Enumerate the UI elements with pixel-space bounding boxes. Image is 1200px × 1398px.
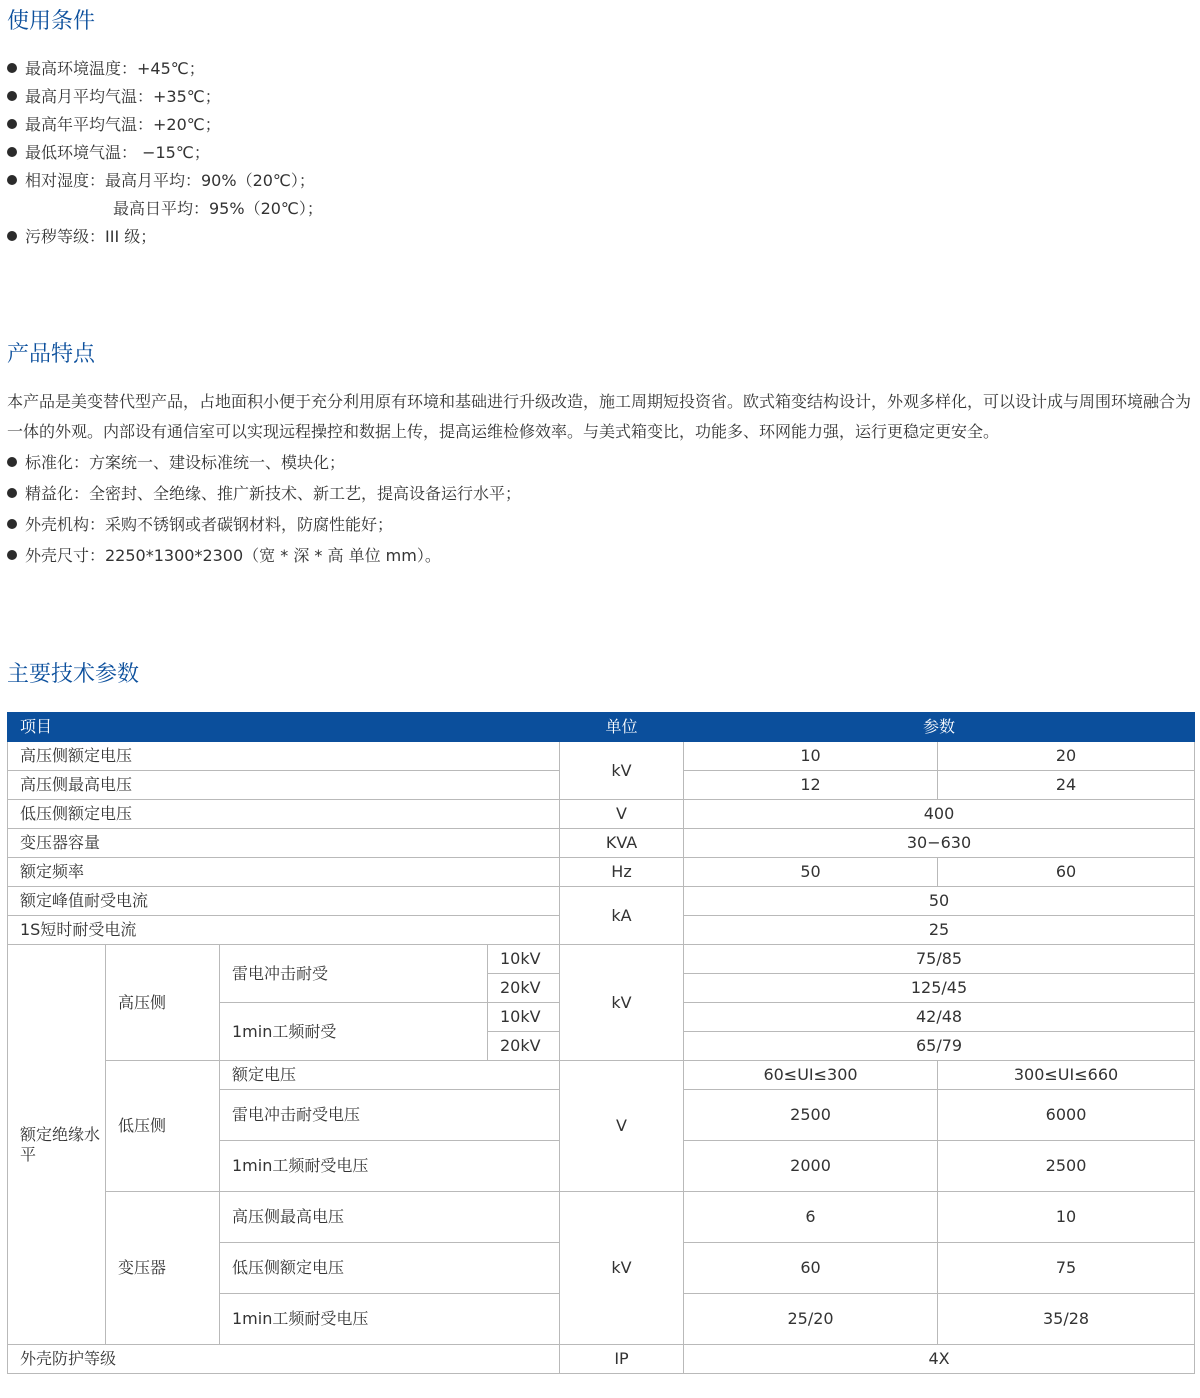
- table-row: [8, 1345, 1195, 1374]
- list-item: 外壳机构：采购不锈钢或者碳钢材料，防腐性能好；: [7, 509, 521, 540]
- bullet-icon: [7, 63, 17, 73]
- row-label: 低压侧额定电压: [220, 1243, 560, 1294]
- value-cell: 2000: [684, 1141, 938, 1192]
- row-label: 高压侧额定电压: [8, 742, 560, 771]
- insulation-label: 额定绝缘水平: [8, 945, 106, 1345]
- list-item-continuation: 最高日平均：95%（20℃）；: [113, 199, 323, 218]
- list-item: 最高月平均气温：+35℃；: [7, 83, 323, 111]
- list-item: 最高环境温度：+45℃；: [7, 55, 323, 83]
- value-cell: 24: [938, 771, 1195, 800]
- level-cell: 10kV: [488, 945, 560, 974]
- level-cell: 10kV: [488, 1003, 560, 1032]
- row-label: 外壳防护等级: [8, 1345, 560, 1374]
- unit-cell: V: [560, 1061, 684, 1192]
- section-title-conditions: 使用条件: [7, 9, 96, 34]
- table-row: [8, 887, 1195, 916]
- value-cell: 75: [938, 1243, 1195, 1294]
- value-cell: 35/28: [938, 1294, 1195, 1345]
- list-item: 外壳尺寸：2250*1300*2300（宽 * 深 * 高 单位 mm）。: [7, 540, 521, 571]
- row-label: 低压侧额定电压: [8, 800, 560, 829]
- row-label: 1min工频耐受电压: [220, 1294, 560, 1345]
- unit-cell: KVA: [560, 829, 684, 858]
- table-row: [8, 1061, 1195, 1090]
- table-header-row: [8, 713, 1195, 742]
- value-cell: 2500: [684, 1090, 938, 1141]
- header-item: 项目: [8, 713, 560, 742]
- unit-cell: kV: [560, 742, 684, 800]
- value-cell: 4X: [684, 1345, 1195, 1374]
- value-cell: 25/20: [684, 1294, 938, 1345]
- unit-cell: V: [560, 800, 684, 829]
- section-title-specs: 主要技术参数: [7, 662, 140, 687]
- value-cell: 75/85: [684, 945, 1195, 974]
- table-row: [8, 858, 1195, 887]
- value-cell: 6000: [938, 1090, 1195, 1141]
- unit-cell: kV: [560, 945, 684, 1061]
- group-label-hv: 高压侧: [106, 945, 220, 1061]
- bullet-icon: [7, 550, 17, 560]
- list-item: 精益化：全密封、全绝缘、推广新技术、新工艺，提高设备运行水平；: [7, 478, 521, 509]
- table-row: [8, 800, 1195, 829]
- list-item: 最高年平均气温：+20℃；: [7, 111, 323, 139]
- value-cell: 300≤UI≤660: [938, 1061, 1195, 1090]
- bullet-icon: [7, 231, 17, 241]
- level-cell: 20kV: [488, 1032, 560, 1061]
- bullet-icon: [7, 175, 17, 185]
- value-cell: 30−630: [684, 829, 1195, 858]
- value-cell: 50: [684, 887, 1195, 916]
- spec-table: [7, 712, 1195, 1374]
- row-label: 额定峰值耐受电流: [8, 887, 560, 916]
- section-title-features: 产品特点: [7, 342, 96, 367]
- features-paragraph: 本产品是美变替代型产品，占地面积小便于充分利用原有环境和基础进行升级改造，施工周期短投资省。欧式箱变结构设计，外观多样化，可以设计成与周围环境融合为一体的外观。内部设有通信室可以实现远程操控和数据上传，提高运维检修效率。与美式箱变比，功能多、环网能力强，运行更稳定更安全。: [7, 392, 1192, 441]
- row-label: 额定频率: [8, 858, 560, 887]
- value-cell: 10: [938, 1192, 1195, 1243]
- row-label: 雷电冲击耐受电压: [220, 1090, 560, 1141]
- row-label: 额定电压: [220, 1061, 560, 1090]
- table-row: [8, 742, 1195, 771]
- table-row: [8, 1192, 1195, 1243]
- value-cell: 12: [684, 771, 938, 800]
- value-cell: 6: [684, 1192, 938, 1243]
- bullet-icon: [7, 488, 17, 498]
- header-params: 参数: [684, 713, 1195, 742]
- row-label: 1S短时耐受电流: [8, 916, 560, 945]
- bullet-icon: [7, 457, 17, 467]
- value-cell: 65/79: [684, 1032, 1195, 1061]
- bullet-icon: [7, 147, 17, 157]
- row-label: 变压器容量: [8, 829, 560, 858]
- row-label: 1min工频耐受电压: [220, 1141, 560, 1192]
- list-item: 相对湿度：最高月平均：90%（20℃）；: [7, 167, 323, 195]
- group-label-lv: 低压侧: [106, 1061, 220, 1192]
- header-unit: 单位: [560, 713, 684, 742]
- value-cell: 400: [684, 800, 1195, 829]
- table-row: [8, 829, 1195, 858]
- value-cell: 20: [938, 742, 1195, 771]
- list-item: 标准化：方案统一、建设标准统一、模块化；: [7, 447, 521, 478]
- conditions-list: [7, 55, 323, 251]
- row-label: 高压侧最高电压: [220, 1192, 560, 1243]
- list-item: 最低环境气温： −15℃；: [7, 139, 323, 167]
- bullet-icon: [7, 119, 17, 129]
- bullet-icon: [7, 519, 17, 529]
- value-cell: 60≤UI≤300: [684, 1061, 938, 1090]
- row-label: 1min工频耐受: [220, 1003, 488, 1061]
- value-cell: 125/45: [684, 974, 1195, 1003]
- list-item: 污秽等级：III 级；: [7, 223, 323, 251]
- features-list: [7, 447, 521, 571]
- value-cell: 50: [684, 858, 938, 887]
- value-cell: 10: [684, 742, 938, 771]
- value-cell: 60: [938, 858, 1195, 887]
- unit-cell: kV: [560, 1192, 684, 1345]
- row-label: 雷电冲击耐受: [220, 945, 488, 1003]
- unit-cell: Hz: [560, 858, 684, 887]
- row-label: 高压侧最高电压: [8, 771, 560, 800]
- level-cell: 20kV: [488, 974, 560, 1003]
- value-cell: 25: [684, 916, 1195, 945]
- value-cell: 2500: [938, 1141, 1195, 1192]
- table-row: [8, 945, 1195, 974]
- group-label-transformer: 变压器: [106, 1192, 220, 1345]
- value-cell: 42/48: [684, 1003, 1195, 1032]
- value-cell: 60: [684, 1243, 938, 1294]
- unit-cell: IP: [560, 1345, 684, 1374]
- unit-cell: kA: [560, 887, 684, 945]
- bullet-icon: [7, 91, 17, 101]
